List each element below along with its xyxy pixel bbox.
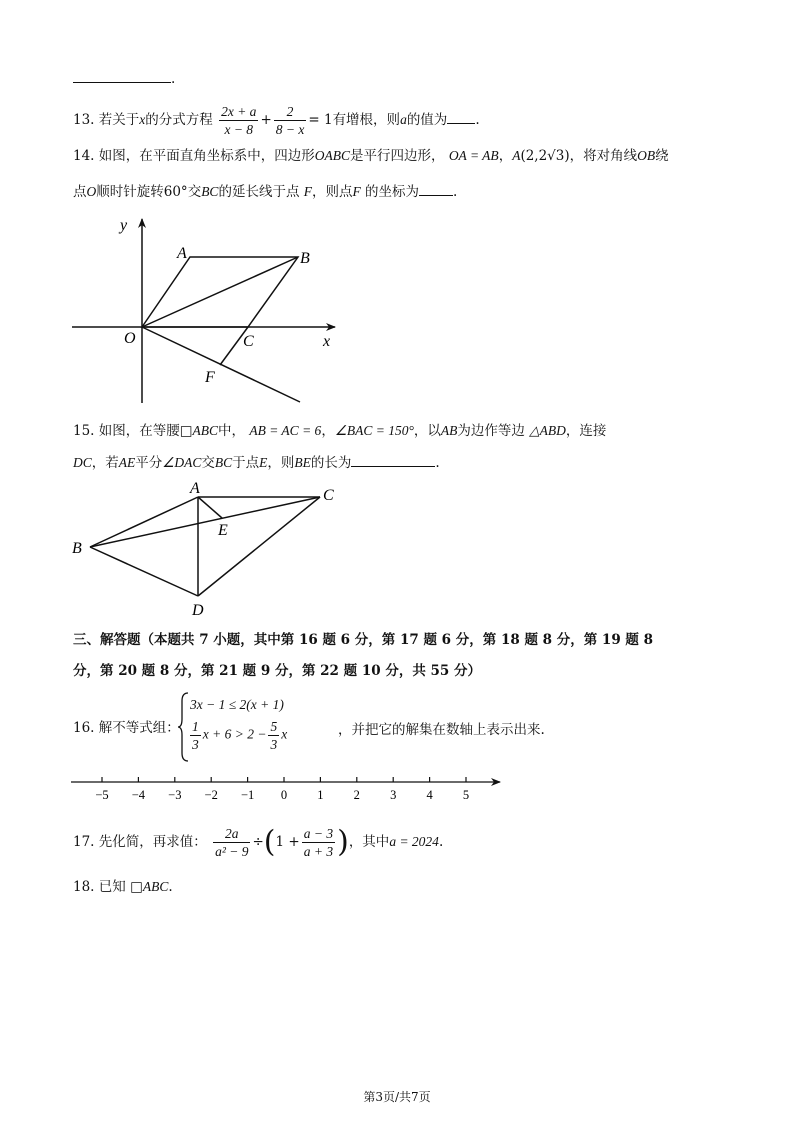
q15-angle-bac: ∠BAC = 150° (334, 423, 414, 438)
q14-point-f: F (352, 184, 361, 199)
q15-abd: △ABD (529, 423, 566, 438)
q14-angle: 60° (163, 184, 188, 200)
number-line-tick-label: −1 (240, 788, 255, 802)
division-sign: ÷ (252, 834, 264, 850)
period: . (438, 834, 444, 850)
q16-label: 16. 解不等式组： (73, 720, 180, 736)
fraction-numerator: 5 (270, 719, 278, 734)
label-d: D (192, 602, 204, 619)
q15-dc: DC (73, 455, 92, 470)
fraction-denominator: x − 8 (224, 122, 254, 137)
fraction-numerator: 2x + a (221, 104, 257, 119)
section-3-heading-line-1: 三、解答题（本题共 7 小题，其中第 16 题 6 分，第 17 题 6 分，第 18 题 8 分，第 19 题 8 (73, 632, 654, 648)
fraction-five-thirds (268, 718, 279, 753)
number-line-tick-label: 3 (390, 788, 397, 802)
segment-dc (198, 497, 320, 596)
label-e: E (218, 522, 228, 539)
label-c: C (323, 487, 334, 504)
q13-suffix-2: 的值为 (406, 112, 448, 128)
q15-text: ，若 (91, 455, 119, 471)
q15-text: ，则 (267, 455, 295, 471)
period: . (475, 112, 480, 128)
q15-angle-dac: ∠DAC (162, 455, 202, 470)
label-f: F (205, 369, 215, 386)
q15-text: 为边作等边 (457, 423, 525, 439)
q17-suffix: ，其中 (348, 834, 390, 850)
q17-one-plus: 1 + (275, 834, 300, 850)
q16-inequality-1: 3x − 1 ≤ 2(x + 1) (190, 697, 284, 712)
label-x: x (323, 333, 331, 350)
q14-text: 是平行四边形， (350, 148, 445, 164)
number-line (68, 772, 508, 806)
number-line-tick-label: 0 (280, 788, 288, 802)
number-line-tick-label: −4 (131, 788, 146, 802)
number-line-tick-label: −5 (95, 788, 109, 802)
q15-point-e: E (259, 455, 268, 470)
q14-point-f: F (303, 184, 312, 199)
q14-text: ，将对角线 (569, 148, 638, 164)
plus-sign: + (260, 112, 272, 128)
question-15-line-1 (73, 421, 606, 441)
q14-oabc: OABC (314, 148, 351, 163)
q13-prefix: 若关于 (98, 112, 140, 128)
q18-abc: ABC (142, 879, 169, 894)
q13-suffix-1: 有增根，则 (332, 112, 401, 128)
q15-ab-ac: AB = AC = 6 (249, 423, 322, 438)
q15-abc: ABC (192, 423, 219, 438)
blank (73, 68, 171, 83)
q14-bc: BC (201, 184, 219, 199)
q15-text: 的长为 (310, 455, 352, 471)
q16-suffix: ，并把它的解集在数轴上表示出来. (338, 722, 545, 738)
fraction-denominator: 8 − x (275, 122, 305, 137)
answer-blank (447, 109, 475, 124)
q16-inequality-2 (188, 718, 287, 753)
q14-text: 顺时针旋转 (96, 184, 164, 200)
question-13 (73, 102, 480, 138)
fraction-numerator: 2 (274, 103, 307, 121)
segment-ab (90, 497, 198, 547)
q13-var-x: x (139, 112, 146, 127)
period: . (435, 455, 440, 471)
label-b: B (300, 250, 310, 267)
q16-inequality-2-mid: x + 6 > 2 − (202, 726, 267, 742)
number-line-tick-label: 4 (426, 788, 433, 802)
q14-text: 点 (73, 184, 87, 200)
figure-15-triangle-diagram (65, 478, 355, 623)
segment-bd (90, 547, 198, 596)
segment-ae (198, 497, 222, 518)
label-a: A (190, 480, 200, 497)
q14-text: 的坐标为 (365, 184, 420, 200)
q15-bc: BC (214, 455, 233, 470)
q15-text: ，以 (413, 423, 441, 439)
figure-14-coordinate-diagram (60, 205, 360, 405)
period: . (168, 879, 173, 895)
q17-fraction-2 (302, 825, 335, 860)
question-17 (73, 820, 443, 865)
q14-text: 绕 (655, 148, 669, 164)
fraction-numerator: 2a (213, 825, 250, 843)
period: . (171, 71, 176, 87)
q17-label: 17. 先化简，再求值： (73, 834, 207, 850)
label-c: C (243, 333, 254, 350)
q14-text: 的延长线于点 (218, 184, 300, 200)
right-paren: ) (337, 824, 349, 860)
q15-text: 中， (218, 423, 246, 439)
q14-point-a: A (512, 148, 521, 163)
label-o: O (124, 330, 136, 347)
q15-be: BE (294, 455, 311, 470)
segment-bc (90, 497, 320, 547)
q17-fraction-1 (213, 825, 250, 860)
answer-blank (419, 181, 453, 196)
q15-ae: AE (118, 455, 136, 470)
number-line-tick-label: 2 (353, 788, 360, 802)
question-18 (73, 877, 173, 897)
q14-a-coordinates: (2,2√3) (520, 148, 570, 164)
q13-number: 13. (73, 112, 95, 128)
q15-text: 平分 (135, 455, 163, 471)
label-b: B (72, 540, 82, 557)
q13-fraction-2 (274, 103, 307, 138)
number-line-tick-label: −2 (204, 788, 218, 802)
q14-text: ，则点 (312, 184, 353, 200)
q15-text: 于点 (232, 455, 260, 471)
q16-inequality-2-end: x (281, 726, 288, 742)
q14-text: 14. 如图，在平面直角坐标系中，四边形 (73, 148, 315, 164)
equals-one: = 1 (308, 112, 333, 128)
page-footer: 第3页/共7页 (363, 1090, 431, 1104)
q17-value: a = 2024 (389, 834, 439, 849)
fraction-numerator: a − 3 (303, 826, 334, 841)
q14-ob: OB (637, 148, 656, 163)
answer-blank-line (73, 68, 175, 89)
q15-text: ，连接 (565, 423, 607, 439)
q13-mid: 的分式方程 (145, 112, 213, 128)
q14-oa-ab: OA = AB (448, 148, 499, 163)
q14-point-o: O (86, 184, 97, 199)
label-y: y (120, 217, 128, 234)
q14-text: 交 (187, 184, 202, 200)
number-line-tick-label: −3 (168, 788, 182, 802)
triangle-glyph: □ (130, 879, 143, 895)
number-line-tick-label: 1 (317, 788, 324, 802)
left-paren: ( (263, 824, 276, 860)
period: . (453, 184, 458, 200)
answer-blank (351, 452, 435, 467)
q18-label: 18. 已知 (73, 879, 126, 895)
section-3-heading-line-2: 分，第 20 题 8 分，第 21 题 9 分，第 22 题 10 分，共 55 分） (73, 663, 482, 679)
number-line-ticks (95, 777, 469, 802)
triangle-glyph: □ (179, 423, 193, 439)
q13-fraction-1 (219, 103, 258, 138)
question-15-line-2 (73, 452, 440, 473)
q13-var-a: a (400, 112, 407, 127)
fraction-denominator: a² − 9 (215, 844, 249, 859)
number-line-tick-label: 5 (462, 788, 470, 802)
q15-text: 15. 如图，在等腰 (73, 423, 180, 439)
fraction-one-third (190, 718, 201, 753)
fraction-denominator: a + 3 (303, 844, 334, 859)
q15-comma: ， (321, 423, 335, 439)
q15-ab: AB (440, 423, 458, 438)
fraction-denominator: 3 (270, 737, 278, 752)
fraction-denominator: 3 (192, 737, 199, 752)
question-14-line-2 (73, 181, 457, 202)
question-14-line-1 (73, 146, 669, 166)
q14-comma: ， (498, 148, 513, 164)
q15-text: 交 (201, 455, 215, 471)
label-a: A (177, 245, 187, 262)
fraction-numerator: 1 (192, 719, 199, 734)
